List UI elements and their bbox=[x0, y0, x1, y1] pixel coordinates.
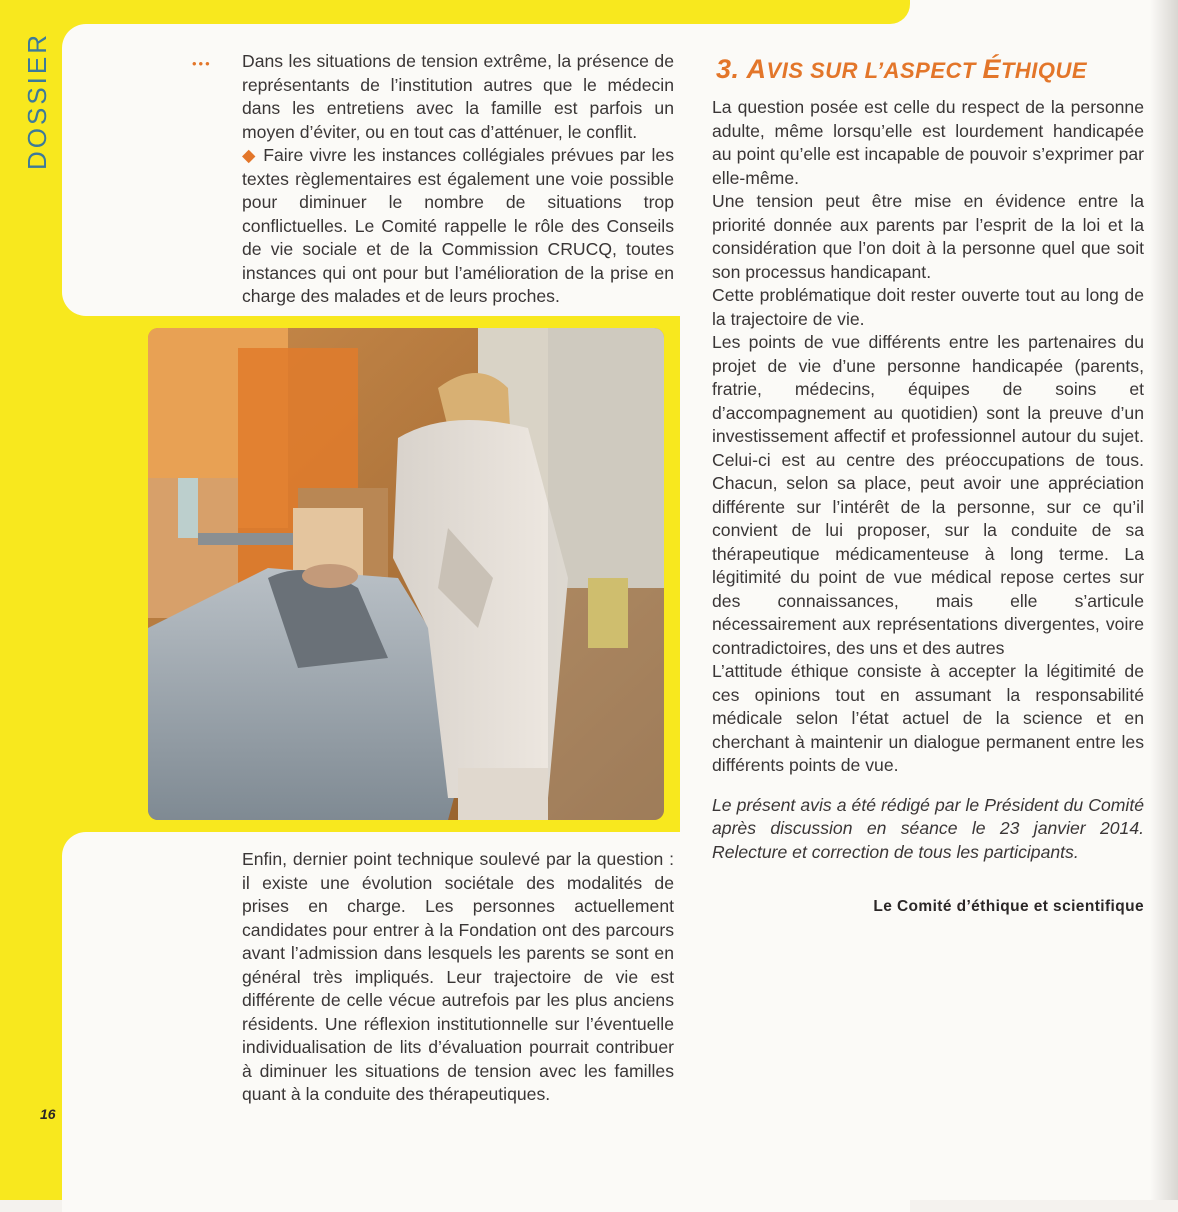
paragraph-tension-priority: Une tension peut être mise en évidence entre la priorité donnée aux parents par l’esprit de la loi et la considération que l’on doit à la personne quel que soit son processus handicapant. bbox=[712, 191, 1144, 282]
yellow-top-strip bbox=[0, 0, 910, 24]
section-title-d: THIQUE bbox=[1000, 58, 1088, 83]
right-column-text bbox=[712, 96, 1144, 864]
paragraph-attitude-ethique: L’attitude éthique consiste à accepter la légitimité de ces opinions tout en assumant la responsabilité médicale selon l’état actuel de la science et en cherchant à maintenir un dialogue permanent entre les différents points de vue. bbox=[712, 661, 1144, 775]
page-number: 16 bbox=[40, 1106, 56, 1122]
paragraph-tension: Dans les situations de tension extrême, la présence de représentants de l’institution autres que le médecin dans les entretiens avec la famille est parfois un moyen d’éviter, ou en tout cas d’atténuer, le conflit. bbox=[242, 51, 674, 142]
hospital-room-photo bbox=[148, 328, 664, 820]
section-title-a: A bbox=[746, 54, 767, 84]
page-binding-shadow bbox=[1150, 0, 1178, 1200]
hospital-photo-illustration bbox=[148, 328, 664, 820]
paragraph-instances-text: Faire vivre les instances collégiales prévues par les textes règlementaires est également une voie possible pour diminuer le nombre de situations trop conflictuelles. Le Comité rappelle le rôle des Conseils de vie sociale et de la Commission CRUCQ, toutes instances qui ont pour but l’amélioration de la prise en charge des malades et de leurs proches. bbox=[242, 145, 674, 306]
paragraph-evolution: Enfin, dernier point technique soulevé par la question : il existe une évolution sociétale des modalités de prises en charge. Les personnes actuellement candidates pour entrer à la Fondation ont des parcours avant l’admission dans lesquels les parents se sont en général très impliqués. Leur trajectoire de vie est différente de celle vécue autrefois par les plus anciens résidents. Une réflexion institutionnelle sur l’éventuelle individualisation de lits d’évaluation pourrait contribuer à diminuer les situations de tension avec les familles quant à la conduite des thérapeutiques. bbox=[242, 849, 674, 1104]
paragraph-points-de-vue: Les points de vue différents entre les partenaires du projet de vie d’une personne handicapée (parents, fratrie, médecins, équipes de soins et d’accompagnement au quotidien) sont la preuve d’un investissement affectif et professionnel autour du sujet. Celui-ci est au centre des préoccupations de tous. Chacun, selon sa place, peut avoir une appréciation différente sur l’intérêt de la personne, sur ce qu’il convient de lui proposer, sur la conduite de sa thérapeutique médicamenteuse à long terme. La légitimité du point de vue médical repose certes sur des connaissances, mais elle s’articule nécessairement aux représentations divergentes, voire contradictoires, des uns et des autres bbox=[712, 332, 1144, 658]
left-column-bottom-text bbox=[242, 848, 674, 1107]
section-title-b: VIS SUR L’ASPECT bbox=[766, 58, 983, 83]
section-label-dossier: DOSSIER bbox=[22, 31, 52, 170]
section-number: 3. bbox=[716, 54, 740, 84]
section-title-avis-ethique bbox=[716, 54, 1087, 85]
left-column-top-text bbox=[242, 50, 674, 309]
paragraph-problematique: Cette problématique doit rester ouverte tout au long de la trajectoire de vie. bbox=[712, 285, 1144, 329]
section-title-c: É bbox=[982, 54, 1001, 84]
signature-comite: Le Comité d’éthique et scientifique bbox=[873, 898, 1144, 915]
lead-dots-marker: ••• bbox=[192, 56, 212, 71]
paragraph-question: La question posée est celle du respect de la personne adulte, même lorsqu’elle est lourdement handicapée au point qu’elle est incapable de pouvoir s’exprimer par elle-même. bbox=[712, 97, 1144, 188]
paragraph-instances bbox=[242, 144, 674, 309]
diamond-bullet-icon: ◆ bbox=[242, 145, 257, 165]
editorial-note: Le présent avis a été rédigé par le Président du Comité après discussion en séance le 23 janvier 2014. Relecture et correction de tous les participants. bbox=[712, 794, 1144, 862]
